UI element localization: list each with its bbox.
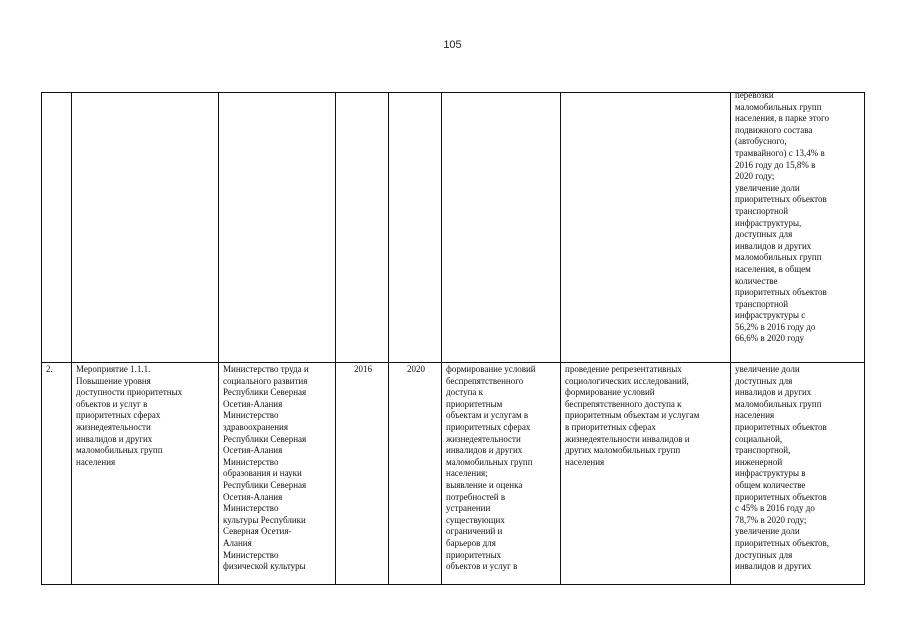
text-line: Министерство	[223, 549, 279, 560]
text-line: формирование условий	[565, 387, 655, 398]
table-cell-indicator	[731, 363, 865, 585]
text-line: существующих	[446, 514, 505, 525]
text-line: Осетия-Алания	[223, 398, 283, 409]
text-line: Мероприятие 1.1.1.	[76, 364, 151, 374]
text-line: доступа к	[446, 387, 484, 398]
text-line: проведение репрезентативных	[565, 364, 682, 374]
text-line: Республики Северная	[223, 387, 307, 398]
table-row	[42, 93, 865, 363]
result-text	[446, 364, 558, 584]
text-line: физической культуры	[223, 561, 306, 572]
page-number: 105	[443, 39, 462, 51]
text-line: Повышение уровня	[76, 375, 151, 386]
indicator-text	[735, 93, 862, 359]
table-cell-activities	[561, 93, 731, 363]
text-line: подвижного состава	[735, 124, 813, 135]
text-line: приоритетных объектов	[735, 194, 827, 205]
text-line: 56,2% в 2016 году до	[735, 321, 816, 332]
text-line: увеличение доли	[735, 364, 800, 374]
table-cell-result	[442, 93, 561, 363]
text-line: маломобильных групп	[735, 398, 822, 409]
text-line: 2020 году;	[735, 171, 775, 182]
text-line: маломобильных групп	[735, 101, 822, 112]
text-line: транспортной	[735, 205, 789, 216]
text-line: жизнедеятельности инвалидов и	[565, 433, 690, 444]
text-line: социального развития	[223, 375, 308, 386]
text-line: 66,6% в 2020 году	[735, 333, 805, 344]
text-line: социальной,	[735, 433, 783, 444]
text-line: устранении	[446, 503, 491, 514]
text-line: социологических исследований,	[565, 375, 689, 386]
text-line: количестве	[735, 275, 778, 286]
text-line: перевозки	[735, 92, 774, 100]
text-line: транспортной,	[735, 445, 791, 456]
text-line: жизнедеятельности	[76, 421, 151, 432]
text-line: увеличение доли	[735, 526, 800, 537]
table-cell-year-start: 2016	[336, 363, 389, 585]
text-line: инфраструктуры в	[735, 468, 806, 479]
text-line: Министерство	[223, 503, 279, 514]
text-line: доступных для	[735, 229, 793, 240]
text-line: инфраструктуры с	[735, 310, 806, 321]
text-line: инвалидов и других	[735, 240, 812, 251]
text-line: приоритетных сферах	[76, 410, 161, 421]
text-line: 2016 году до 15,8% в	[735, 159, 816, 170]
text-line: объектов и услуг в	[76, 398, 148, 409]
text-line: маломобильных групп	[735, 252, 822, 263]
text-line: населения	[735, 410, 775, 421]
text-line: населения, в парке этого	[735, 113, 830, 124]
text-line: приоритетных объектов	[735, 491, 827, 502]
executor-text	[223, 364, 333, 584]
text-line: беспрепятственного	[446, 375, 524, 386]
text-line: увеличение доли	[735, 182, 800, 193]
table-cell-indicator	[731, 93, 865, 363]
text-line: инвалидов и других	[735, 387, 812, 398]
text-line: приоритетным объектам и услугам	[565, 410, 700, 421]
text-line: маломобильных групп	[76, 445, 163, 456]
table-cell-year-start	[336, 93, 389, 363]
text-line: населения;	[446, 468, 488, 479]
text-line: культуры Республики	[223, 514, 306, 525]
table-cell-activities	[561, 363, 731, 585]
table-cell-executor	[219, 93, 336, 363]
text-line: образования и науки	[223, 468, 302, 479]
indicator-text	[735, 364, 862, 584]
text-line: Республики Северная	[223, 479, 307, 490]
text-line: приоритетных объектов	[735, 421, 827, 432]
text-line: в приоритетных сферах	[565, 421, 656, 432]
text-line: здравоохранения	[223, 421, 289, 432]
text-line: Осетия-Алания	[223, 445, 283, 456]
table-cell-number: 2.	[42, 363, 72, 585]
text-line: объектов и услуг в	[446, 561, 518, 572]
text-line: беспрепятственного доступа к	[565, 398, 682, 409]
text-line: (автобусного,	[735, 136, 787, 147]
text-line: Алания	[223, 537, 252, 548]
text-line: потребностей в	[446, 491, 506, 502]
text-line: жизнедеятельности	[446, 433, 521, 444]
text-line: инвалидов и других	[735, 561, 812, 572]
text-line: населения	[565, 456, 605, 467]
table-cell-event	[72, 363, 219, 585]
text-line: доступности приоритетных	[76, 387, 183, 398]
text-line: объектам и услугам в	[446, 410, 529, 421]
text-line: населения	[76, 456, 116, 467]
text-line: маломобильных групп	[446, 456, 533, 467]
text-line: Республики Северная	[223, 433, 307, 444]
text-line: барьеров для	[446, 537, 496, 548]
table-cell-year-end: 2020	[389, 363, 442, 585]
program-events-table	[41, 92, 865, 585]
text-line: общем количестве	[735, 479, 806, 490]
text-line: приоритетных объектов,	[735, 537, 829, 548]
text-line: инфраструктуры,	[735, 217, 802, 228]
text-line: инвалидов и других	[76, 433, 153, 444]
text-line: транспортной	[735, 298, 789, 309]
text-line: доступных для	[735, 375, 793, 386]
table-cell-year-end	[389, 93, 442, 363]
text-line: Министерство	[223, 456, 279, 467]
text-line: формирование условий	[446, 364, 536, 374]
text-line: Министерство	[223, 410, 279, 421]
text-line: Северная Осетия-	[223, 526, 292, 537]
text-line: ограничений и	[446, 526, 503, 537]
text-line: других маломобильных групп	[565, 445, 681, 456]
table-cell-number	[42, 93, 72, 363]
event-text	[76, 364, 216, 584]
text-line: приоритетных сферах	[446, 421, 531, 432]
text-line: выявление и оценка	[446, 479, 523, 490]
text-line: инженерной	[735, 456, 783, 467]
text-line: Осетия-Алания	[223, 491, 283, 502]
text-line: населения, в общем	[735, 263, 811, 274]
text-line: трамвайного) с 13,4% в	[735, 147, 825, 158]
text-line: 78,7% в 2020 году;	[735, 514, 807, 525]
activities-text	[565, 364, 728, 584]
text-line: Министерство труда и	[223, 364, 309, 374]
text-line: доступных для	[735, 549, 793, 560]
text-line: приоритетных объектов	[735, 287, 827, 298]
text-line: приоритетных	[446, 549, 502, 560]
table-cell-result	[442, 363, 561, 585]
table-row	[42, 363, 865, 585]
text-line: с 45% в 2016 году до	[735, 503, 815, 514]
table-cell-executor	[219, 363, 336, 585]
text-line: приоритетным	[446, 398, 503, 409]
text-line: инвалидов и других	[446, 445, 523, 456]
table-cell-event	[72, 93, 219, 363]
